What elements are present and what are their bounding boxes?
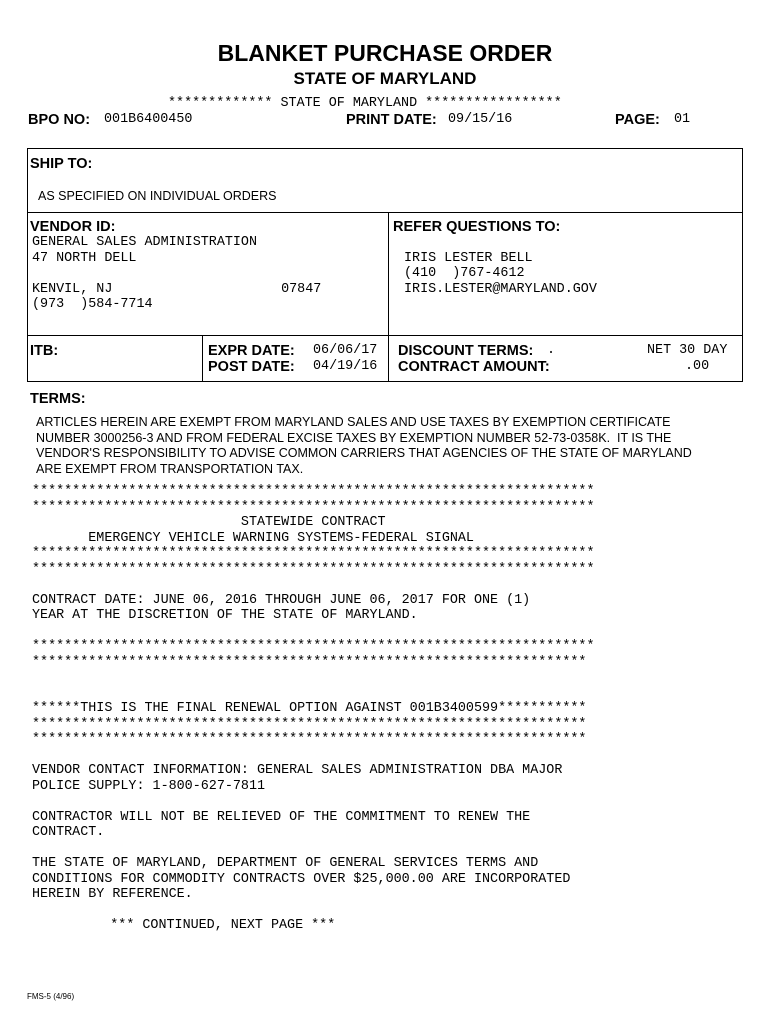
vendor-contact-line: VENDOR CONTACT INFORMATION: GENERAL SALES ADMINISTRATION DBA MAJOR (32, 763, 563, 778)
terms-reference-line: THE STATE OF MARYLAND, DEPARTMENT OF GENERAL SERVICES TERMS AND (32, 856, 539, 871)
form-id: FMS-5 (4/96) (27, 992, 75, 1001)
document-title: BLANKET PURCHASE ORDER (217, 40, 553, 66)
stars-line: ********************************************************************* (32, 655, 587, 670)
page-value: 01 (674, 112, 691, 127)
terms-line: ARTICLES HEREIN ARE EXEMPT FROM MARYLAND SALES AND USE TAXES BY EXEMPTION CERTIFICATE (36, 415, 671, 429)
ship-to-box (27, 148, 743, 213)
vendor-refer-divider (388, 212, 389, 336)
itb-dates-box (27, 335, 743, 382)
discount-terms-value: NET 30 DAY (647, 343, 728, 358)
contractor-commitment-line: CONTRACTOR WILL NOT BE RELIEVED OF THE COMMITMENT TO RENEW THE (32, 810, 531, 825)
stars-line: ********************************************************************* (32, 717, 587, 732)
terms-reference-line: CONDITIONS FOR COMMODITY CONTRACTS OVER $25,000.00 ARE INCORPORATED (32, 872, 571, 887)
contract-name-line: EMERGENCY VEHICLE WARNING SYSTEMS-FEDERAL SIGNAL (32, 531, 474, 546)
expr-date-label: EXPR DATE: (208, 343, 295, 359)
stars-line: ********************************************************************** (32, 546, 595, 561)
contract-date-line: CONTRACT DATE: JUNE 06, 2016 THROUGH JUNE 06, 2017 FOR ONE (1) (32, 593, 531, 608)
refer-questions-label: REFER QUESTIONS TO: (393, 219, 561, 235)
renewal-option-line: ******THIS IS THE FINAL RENEWAL OPTION AGAINST 001B3400599*********** (32, 701, 587, 716)
terms-reference-line: HEREIN BY REFERENCE. (32, 887, 193, 902)
vendor-contact-line: POLICE SUPPLY: 1-800-627-7811 (32, 779, 266, 794)
contract-type-line: STATEWIDE CONTRACT (32, 515, 386, 530)
contract-amount-label: CONTRACT AMOUNT: (398, 359, 550, 375)
contract-amount-value: .00 (685, 359, 710, 374)
refer-line: IRIS LESTER BELL (404, 251, 533, 266)
stars-line: ********************************************************************** (32, 500, 595, 515)
contractor-commitment-line: CONTRACT. (32, 825, 105, 840)
stars-line: ********************************************************************* (32, 732, 587, 747)
terms-line: NUMBER 3000256-3 AND FROM FEDERAL EXCISE TAXES BY EXEMPTION NUMBER 52-73-0358K. IT IS THE (36, 431, 672, 445)
page-label: PAGE: (615, 112, 660, 128)
post-date-label: POST DATE: (208, 359, 295, 375)
expr-date-value: 06/06/17 (313, 343, 378, 358)
print-date-label: PRINT DATE: (346, 112, 437, 128)
post-date-value: 04/19/16 (313, 359, 378, 374)
vendor-line: GENERAL SALES ADMINISTRATION (32, 235, 257, 250)
stars-line: ********************************************************************** (32, 484, 595, 499)
contract-date-line: YEAR AT THE DISCRETION OF THE STATE OF MARYLAND. (32, 608, 418, 623)
document-subtitle: STATE OF MARYLAND (293, 69, 477, 88)
itb-divider (202, 335, 203, 382)
vendor-refer-box (27, 212, 743, 336)
terms-line: ARE EXEMPT FROM TRANSPORTATION TAX. (36, 462, 304, 476)
stars-line: ********************************************************************** (32, 639, 595, 654)
bpo-number-label: BPO NO: (28, 112, 91, 128)
bpo-number-value: 001B6400450 (104, 112, 193, 127)
itb-label: ITB: (30, 343, 59, 359)
vendor-line: 47 NORTH DELL (32, 251, 137, 266)
ship-to-label: SHIP TO: (30, 156, 93, 172)
stars-line: ********************************************************************** (32, 562, 595, 577)
state-stars-line: ************* STATE OF MARYLAND ***************** (168, 96, 562, 111)
ship-to-value: AS SPECIFIED ON INDIVIDUAL ORDERS (38, 189, 277, 203)
terms-label: TERMS: (30, 391, 86, 407)
refer-line: IRIS.LESTER@MARYLAND.GOV (404, 282, 597, 297)
vendor-line: KENVIL, NJ 07847 (32, 282, 322, 297)
vendor-id-label: VENDOR ID: (30, 219, 116, 235)
terms-line: VENDOR'S RESPONSIBILITY TO ADVISE COMMON CARRIERS THAT AGENCIES OF THE STATE OF MARYLAND (36, 446, 692, 460)
vendor-line: (973 )584-7714 (32, 297, 153, 312)
discount-terms-dot: . (547, 343, 556, 358)
continued-line: *** CONTINUED, NEXT PAGE *** (54, 918, 336, 933)
discount-terms-label: DISCOUNT TERMS: (398, 343, 534, 359)
print-date-value: 09/15/16 (448, 112, 513, 127)
refer-line: (410 )767-4612 (404, 266, 525, 281)
dates-divider (388, 335, 389, 382)
